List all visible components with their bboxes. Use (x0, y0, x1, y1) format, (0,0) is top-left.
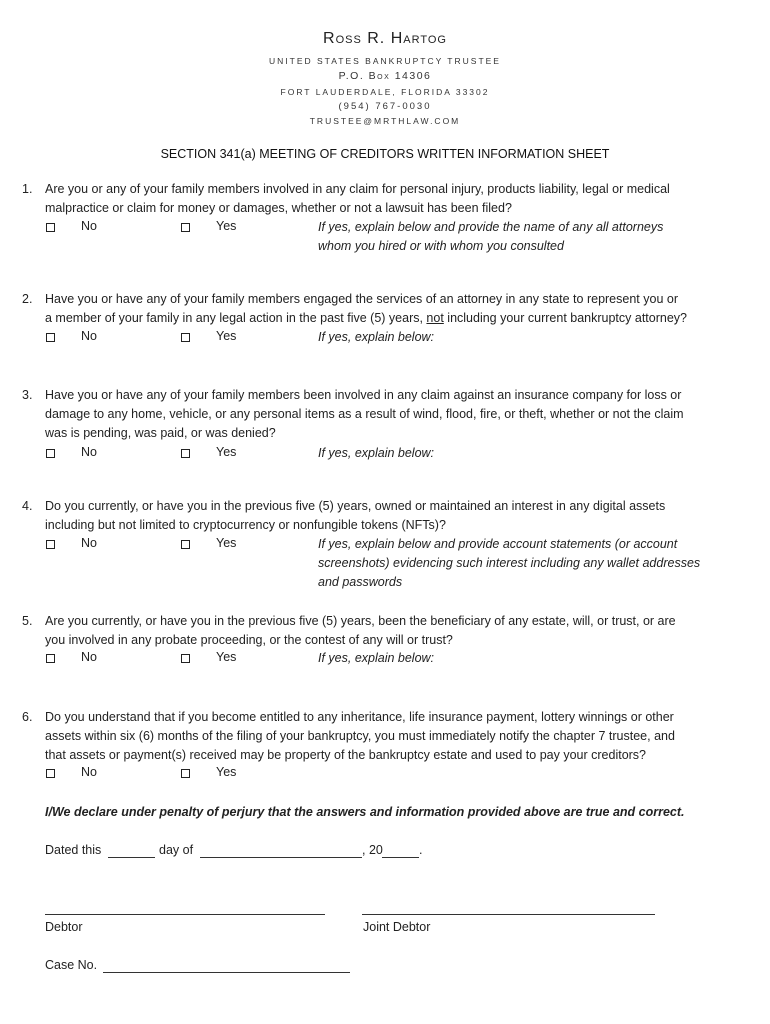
phone-number: (954) 767-0030 (338, 101, 432, 112)
option-yes-label: Yes (216, 445, 237, 459)
debtor-signature-line[interactable] (45, 914, 325, 915)
checkbox-no[interactable] (46, 449, 55, 458)
option-no-label: No (81, 329, 97, 343)
question-number: 6. (22, 710, 33, 724)
question-line: you involved in any probate proceeding, or the contest of any will or trust? (45, 633, 453, 647)
question-text (45, 497, 730, 535)
note-line: If yes, explain below and provide the name of any all attorneys (318, 220, 664, 234)
option-yes-label: Yes (216, 650, 237, 664)
explain-note (318, 444, 738, 463)
question-line: including but not limited to cryptocurrency or nonfungible tokens (NFTs)? (45, 518, 446, 532)
checkbox-no[interactable] (46, 540, 55, 549)
question-line: malpractice or claim for money or damages, whether or not a lawsuit has been filed? (45, 201, 512, 215)
question-number: 3. (22, 388, 33, 402)
question-number: 1. (22, 182, 33, 196)
question-line: Have you or have any of your family members engaged the services of an attorney in any state to represent you or (45, 292, 678, 306)
note-line: If yes, explain below: (318, 651, 435, 665)
day-of-label: day of (159, 843, 194, 857)
day-blank[interactable] (108, 857, 155, 858)
option-yes-label: Yes (216, 765, 237, 779)
note-line: whom you hired or with whom you consulted (318, 239, 564, 253)
question-line: Are you currently, or have you in the previous five (5) years, been the beneficiary of any estate, will, or trust, or are (45, 614, 676, 628)
city-address: FORT LAUDERDALE, FLORIDA 33302 (280, 87, 490, 97)
explain-note (318, 649, 738, 668)
question-text (45, 386, 730, 443)
checkbox-yes[interactable] (181, 449, 190, 458)
question-line: that assets or payment(s) received may be property of the bankruptcy estate and used to pay your creditors? (45, 748, 647, 762)
question-number: 5. (22, 614, 33, 628)
emphasis-not: not (426, 311, 444, 325)
question-text (45, 612, 730, 650)
checkbox-no[interactable] (46, 654, 55, 663)
declaration: I/We declare under penalty of perjury that the answers and information provided above are true and correct. (45, 805, 685, 819)
checkbox-no[interactable] (46, 769, 55, 778)
explain-note (318, 218, 738, 256)
note-line: screenshots) evidencing such interest including any wallet addresses (318, 556, 701, 570)
case-no-label: Case No. (45, 958, 98, 972)
question-line: was is pending, was paid, or was denied? (45, 426, 276, 440)
email-address: TRUSTEE@MRTHLAW.COM (309, 116, 461, 126)
joint-debtor-signature-line[interactable] (362, 914, 655, 915)
joint-debtor-label: Joint Debtor (363, 920, 431, 934)
question-line: Do you understand that if you become entitled to any inheritance, life insurance payment, lottery winnings or other (45, 710, 674, 724)
note-line: and passwords (318, 575, 403, 589)
question-line: Do you currently, or have you in the previous five (5) years, owned or maintained an interest in any digital assets (45, 499, 666, 513)
trustee-role: UNITED STATES BANKRUPTCY TRUSTEE (269, 56, 501, 66)
po-box: P.O. Box 14306 (338, 70, 432, 82)
explain-note (318, 535, 738, 592)
question-line: Have you or have any of your family members been involved in any claim against an insurance company for loss or (45, 388, 682, 402)
checkbox-yes[interactable] (181, 223, 190, 232)
question-text (45, 708, 730, 765)
checkbox-no[interactable] (46, 333, 55, 342)
month-blank[interactable] (200, 857, 362, 858)
checkbox-yes[interactable] (181, 769, 190, 778)
note-line: If yes, explain below: (318, 330, 435, 344)
question-number: 4. (22, 499, 33, 513)
note-line: If yes, explain below and provide account statements (or account (318, 537, 678, 551)
case-no-blank[interactable] (103, 972, 350, 973)
checkbox-yes[interactable] (181, 333, 190, 342)
note-line: If yes, explain below: (318, 446, 435, 460)
year-blank[interactable] (382, 857, 419, 858)
debtor-label: Debtor (45, 920, 83, 934)
question-line: assets within six (6) months of the filing of your bankruptcy, you must immediately notify the chapter 7 trustee, and (45, 729, 675, 743)
dated-end: . (419, 843, 423, 857)
checkbox-yes[interactable] (181, 654, 190, 663)
checkbox-no[interactable] (46, 223, 55, 232)
option-no-label: No (81, 536, 97, 550)
question-text (45, 290, 730, 328)
option-no-label: No (81, 445, 97, 459)
question-line: a member of your family in any legal action in the past five (5) years, not including your current bankruptcy attorney? (45, 311, 688, 325)
option-no-label: No (81, 650, 97, 664)
question-line: Are you or any of your family members involved in any claim for personal injury, products liability, legal or medical (45, 182, 670, 196)
checkbox-yes[interactable] (181, 540, 190, 549)
page-title: SECTION 341(a) MEETING OF CREDITORS WRITTEN INFORMATION SHEET (160, 147, 610, 161)
year-prefix: , 20 (362, 843, 383, 857)
option-no-label: No (81, 765, 97, 779)
option-yes-label: Yes (216, 536, 237, 550)
option-yes-label: Yes (216, 219, 237, 233)
explain-note (318, 328, 738, 347)
question-text (45, 180, 730, 218)
question-number: 2. (22, 292, 33, 306)
option-no-label: No (81, 219, 97, 233)
dated-prefix: Dated this (45, 843, 102, 857)
trustee-name: Ross R. Hartog (323, 30, 447, 47)
option-yes-label: Yes (216, 329, 237, 343)
question-line: damage to any home, vehicle, or any personal items as a result of wind, flood, fire, or theft, whether or not the claim (45, 407, 684, 421)
